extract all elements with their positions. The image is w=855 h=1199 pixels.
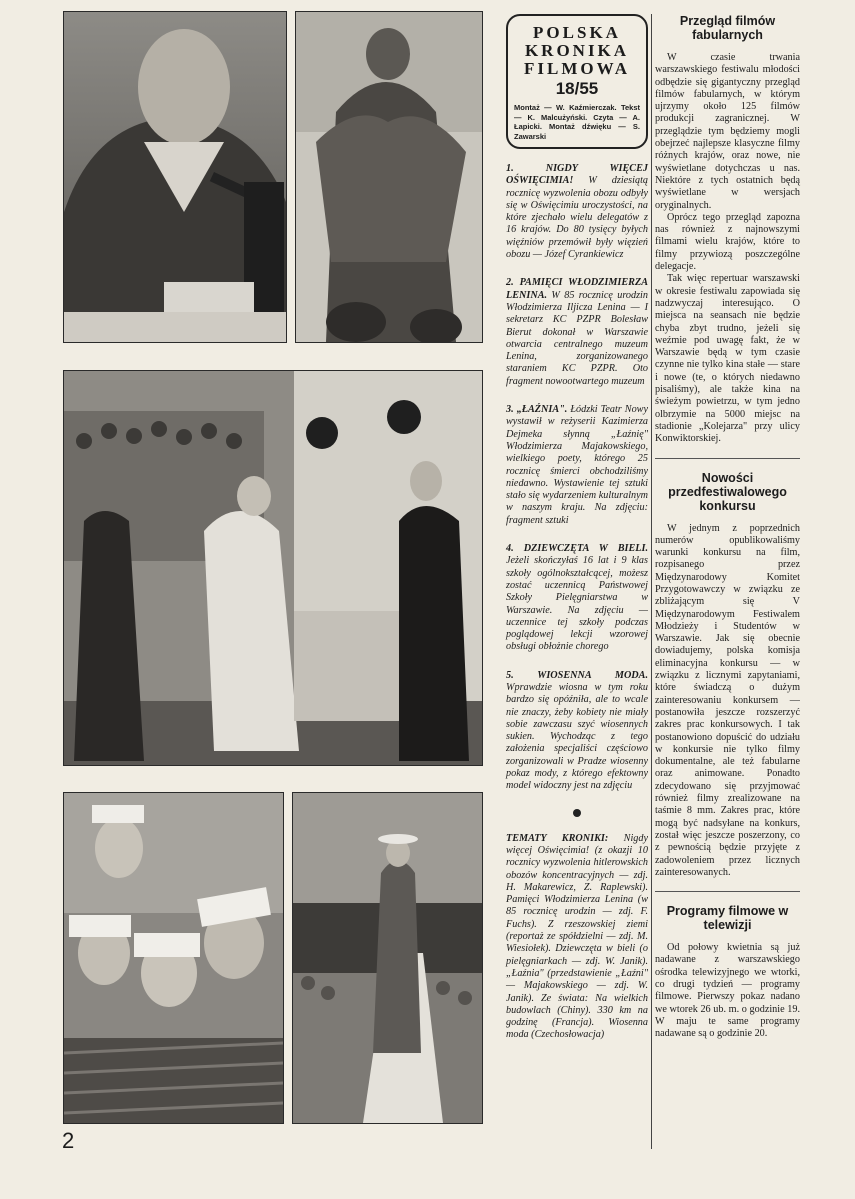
page-number: 2 <box>62 1128 75 1153</box>
masthead-line-3: FILMOWA <box>524 59 630 78</box>
item-title: 3. „ŁAŹNIA". <box>506 404 568 416</box>
newsreel-item <box>506 670 648 793</box>
photo-lenin-statue <box>295 11 483 343</box>
paragraph: W jednym z poprzednich numerów opublikowaliśmy warunki konkursu na film, rozpisanego przez Międzynarodowy Komitet Przygotowawczy w związku ze zbliżającym się V Międzynarodowym Festiwalem Młodzieży i Studentów w Warszawie. Jak się obecnie dowiadujemy, polska komisja eliminacyjna konkursu — w związku z licznymi zapytaniami, które świadczą o dużym zainteresowaniu konkursem — postanowiła jeszcze rozszerzyć zakres prac konkursowych. I tak postanowiono dopuścić do udziału w konkursie nie tylko filmy dokumentalne, ale też fabularne oraz animowane. Ponadto zdecydowano się przyjmować również filmy zrealizowane na taśmie 8 mm. Zakres prac, które mogą być nadsyłane na konkurs, został więc jeszcze poszerzony, co z pewnością będzie przyjęte z zadowoleniem przez licznych zainteresowanych. <box>655 522 800 878</box>
item-text: Łódzki Teatr Nowy wystawił w reżyserii Kazimierza Dejmeka słynną „Łaźnię" Włodzimierza Majakowskiego, wielkiego poety, którego 25 rocznicę śmierci obchodziliśmy niedawno. Wystawienie tej sztuki stało się wydarzeniem kulturalnym w naszym kraju. Na zdjęciu: fragment sztuki <box>506 404 648 526</box>
masthead-line-2: KRONIKA <box>524 41 630 60</box>
photo-spring-fashion-show <box>292 792 483 1124</box>
section-body <box>655 942 800 1040</box>
topics-text: Nigdy więcej Oświęcimia! (z okazji 10 rocznicy wyzwolenia hitlerowskich obozów koncentracyjnych — zdj. H. Makarewicz, Z. Raplewski). Pamięci Włodzimierza Lenina (w 85 rocznicę urodzin — zdj. F. Fuchs). Z rzeszowskiej ziemi (reportaż ze spółdzielni — zdj. M. Wiesiołek). Dziewczęta w bieli (o pielęgniarkach — zdj. W. Janik). „Łaźnia" (przedstawienie „Łaźni" — Majakowskiego — zdj. W. Janik). Ze świata: Na wielkich budowlach (Chiny). 330 km na godzinę (Francja). Wiosenna moda (Czechosłowacja) <box>506 832 649 1041</box>
section-body <box>655 52 800 446</box>
paragraph: W czasie trwania warszawskiego festiwalu młodości odbędzie się gigantyczny przegląd filmów fabularnych, w którym ujrzymy około 125 filmów produkcji zagranicznej. W przeglądzie tym będziemy mogli obejrzeć najlepsze klasyczne filmy różnych krajów, oraz nowe, nie wyświetlane dotychczas u nas. Niektóre z tych ostatnich będą wyświetlane w wersjach oryginalnych. <box>655 52 800 211</box>
bullet-separator <box>573 809 581 817</box>
photo-speaker-at-microphone <box>63 11 287 343</box>
item-title: 1. NIGDY WIĘCEJ OŚWIĘCIMIA! <box>506 163 648 187</box>
section-heading: Przegląd filmów fabularnych <box>679 14 776 42</box>
masthead-line-1: POLSKA <box>533 23 621 42</box>
photo-nursing-students <box>63 792 284 1124</box>
masthead-box <box>506 14 648 149</box>
section-rule <box>655 458 800 459</box>
item-title: 5. WIOSENNA MODA. <box>506 669 648 681</box>
topics-title: TEMATY KRONIKI: <box>506 832 609 844</box>
masthead-credits: Montaż — W. Kaźmierczak. Tekst — K. Malcużyński. Czyta — A. Łapicki. Montaż dźwięku — S. Zawarski <box>514 103 640 141</box>
section-body <box>655 523 800 880</box>
item-title: 4. DZIEWCZĘTA W BIELI. <box>506 543 648 555</box>
newsreel-topics <box>506 833 648 1042</box>
paragraph: Tak więc repertuar warszawski w okresie festiwalu zapowiada się nadzwyczaj interesująco. O miejsca na seansach nie będzie chyba zbyt trudno, jeżeli się weźmie pod uwagę fakt, że w Warszawie będą w tym czasie czynne nie tylko kina stałe — stare i nowe (te, o których niedawno pisaliśmy), ale także kina na świeżym powietrzu, w tym jedno olbrzymie na 5000 miejsc na stadionie „Kolejarza" przy ulicy Konwiktorskiej. <box>655 273 800 445</box>
newsreel-item <box>506 277 648 388</box>
section-heading: Nowości przedfestiwalowego konkursu <box>668 470 787 513</box>
item-text: Wprawdzie wiosna w tym roku bardzo się opóźniła, ale to wcale nie znaczy, żeby kobiety nie miały sobie zawczasu szyć wiosennych sukien. Wychodząc z tego założenia specjaliści częściowo zorganizowali w Pradze wiosenny pokaz mody, z którego efektowny model widoczny jest na zdjęciu <box>506 681 648 792</box>
film-news-column <box>655 14 800 1040</box>
photo-theatre-scene-laznia <box>63 370 483 766</box>
paragraph: Oprócz tego przegląd zapozna nas również z najnowszymi filmami wielu krajów, które to filmy przywiozą poszczególne delegacje. <box>655 211 800 273</box>
newsreel-item <box>506 404 648 527</box>
item-text: W 85 rocznicę urodzin Włodzimierza Iljicza Lenina — I sekretarz KC PZPR Bolesław Bierut dokonał w Warszawie otwarcia centralnego muzeum Lenina, zorganizowanego staraniem KC PZPR. Oto fragment nowootwartego muzeum <box>506 289 648 387</box>
item-title: 2. PAMIĘCI WŁODZIMIERZA LENINA. <box>506 277 648 301</box>
newsreel-column <box>506 14 648 1058</box>
item-text: Jeżeli skończyłaś 16 lat i 9 klas szkoły ogólnokształcącej, możesz zostać uczennicą Państwowej Szkoły Pielęgniarstwa w Warszawie. Na zdjęciu — uczennice tej szkoły podczas poglądowej lekcji wzorowej obsługi obłożnie chorego <box>506 555 648 653</box>
section-heading: Programy filmowe w telewizji <box>666 904 789 933</box>
item-text: W dziesiątą rocznicę wyzwolenia obozu odbyły się w Oświęcimiu uroczystości, na które zjechało wielu delegatów z 16 krajów. Do 80 tysięcy byłych więźniów przemówił były więzień obozu — Józef Cyrankiewicz <box>506 175 648 261</box>
paragraph: Od połowy kwietnia są już nadawane z warszawskiego ośrodka telewizyjnego we wtorki, co drugi tydzień — programy filmowe. Pierwszy pokaz nadano we wtorek 26 ub. m. o godzinie 19. W maju te same programy nadawane są o godzinie 20. <box>655 942 800 1040</box>
newsreel-item <box>506 163 648 261</box>
masthead-issue: 18/55 <box>555 79 599 98</box>
newsreel-item <box>506 543 648 654</box>
column-divider <box>651 14 652 1149</box>
section-rule <box>655 891 800 892</box>
